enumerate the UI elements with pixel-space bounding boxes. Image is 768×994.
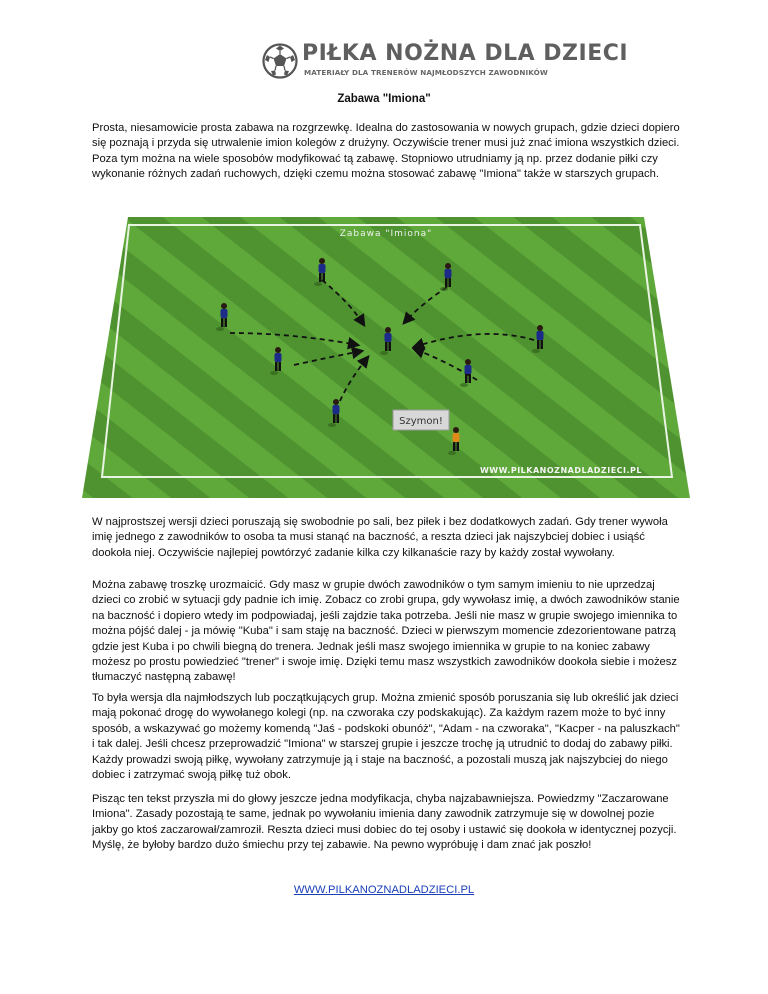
paragraph-intro: Prosta, niesamowicie prosta zabawa na rozgrzewkę. Idealna do zastosowania w nowych grupach, gdzie dzieci dopiero się poznają i przyda się utrwalenie imion kolegów z drużyny. Oczywiście trener musi już znać imiona wszystkich dzieci. Poza tym można na wiele sposobów modyfikować tą zabawę. Stopniowo utrudniamy ją np. przez dodanie piłki czy wykonanie różnych zadań ruchowych, dzięki czemu można stosować zabawę "Imiona" także w starszych grupach. — [92, 122, 680, 181]
diagram-title: Zabawa "Imiona" — [339, 229, 433, 239]
paragraph-older-groups: To była wersja dla najmłodszych lub początkujących grup. Można zmienić sposób poruszania się lub określić jak dzieci mają pokonać drogę do wywołanego kolegi (np. na czworaka czy podskakując). Za każdym razem może to być inny sposób, a wskazywać go możemy komendą "Jaś - podskoki obunóż", "Adam - na czworaka", "Kacper - na paluszkach" i tak dalej. Jeśli chcesz przeprowadzić "Imiona" w starszej grupie i jeszcze trochę ją utrudnić to dodaj do zabawy piłki. Każdy prowadzi swoją piłkę, wywołany zatrzymuje ją i staje na baczność, a pozostali muszą jak najszybciej do niego dobiec i zatrzymać swoją piłkę tuż obok. — [92, 692, 680, 782]
footer-website-link[interactable]: WWW.PILKANOZNADLADZIECI.PL — [293, 884, 475, 896]
paragraph-variation: Można zabawę troszkę urozmaicić. Gdy masz w grupie dwóch zawodników o tym samym imieniu to nie uprzedzaj dzieci co zrobić w sytuacji gdy padnie ich imię. Zobacz co zrobi grupa, gdy wywołasz imię, a dwóch zawodników stanie na baczność i dopiero wtedy im podpowiadaj, jeśli zajdzie taka potrzeba. Jeśli nie masz w grupie swojego imiennika to można pójść dalej - ja mówię "Kuba" i sam staję na baczność. Dzieci w pierwszym momencie zdezorientowane patrzą gdzie jest Kuba i po chwili biegną do trenera. Jednak jeśli masz swojego imiennika w grupie to na koniec zabawy możesz po prostu powiedzieć "trener" i swoje imię. Dzięki temu masz wszystkich zawodników dookoła siebie i możesz tłumaczyć następną zabawę! — [92, 579, 680, 684]
logo-title: PIŁKA NOŻNA DLA DZIECI — [302, 41, 629, 66]
coach-callout — [393, 410, 449, 430]
paragraph-enchanted-names: Pisząc ten tekst przyszła mi do głowy jeszcze jedna modyfikacja, chyba najzabawniejsza. Powiedzmy "Zaczarowane Imiona". Zasady pozostają te same, jednak po wywołaniu imienia dany zawodnik zatrzymuje się w dowolnej pozie jakby go ktoś zaczarował/zamroził. Reszta dzieci musi dobiec do tej osoby i ustawić się dookoła w identycznej pozycji. Myślę, że byłoby bardzo dużo śmiechu przy tej zabawie. Na pewno wypróbuję i dam znać jak poszło! — [92, 793, 677, 852]
paragraph-basic-version: W najprostszej wersji dzieci poruszają się swobodnie po sali, bez piłek i bez dodatkowych zadań. Gdy trener wywoła imię jednego z zawodników to osoba ta musi stanąć na baczność, a reszta dzieci jak najszybciej dobiec i usiąść dookoła niej. Oczywiście najlepiej powtórzyć zadanie kilka czy kilkanaście razy by każdy został wywołany. — [92, 516, 668, 559]
site-logo[interactable] — [262, 40, 629, 82]
diagram-watermark: WWW.PILKANOZNADLADZIECI.PL — [479, 466, 642, 475]
soccer-ball-icon — [262, 43, 298, 79]
drill-diagram — [82, 215, 690, 498]
coach-callout-text: Szymon! — [399, 416, 443, 427]
document-title: Zabawa "Imiona" — [337, 93, 431, 105]
logo-subtitle: MATERIAŁY DLA TRENERÓW NAJMŁODSZYCH ZAWODNIKÓW — [304, 68, 548, 77]
